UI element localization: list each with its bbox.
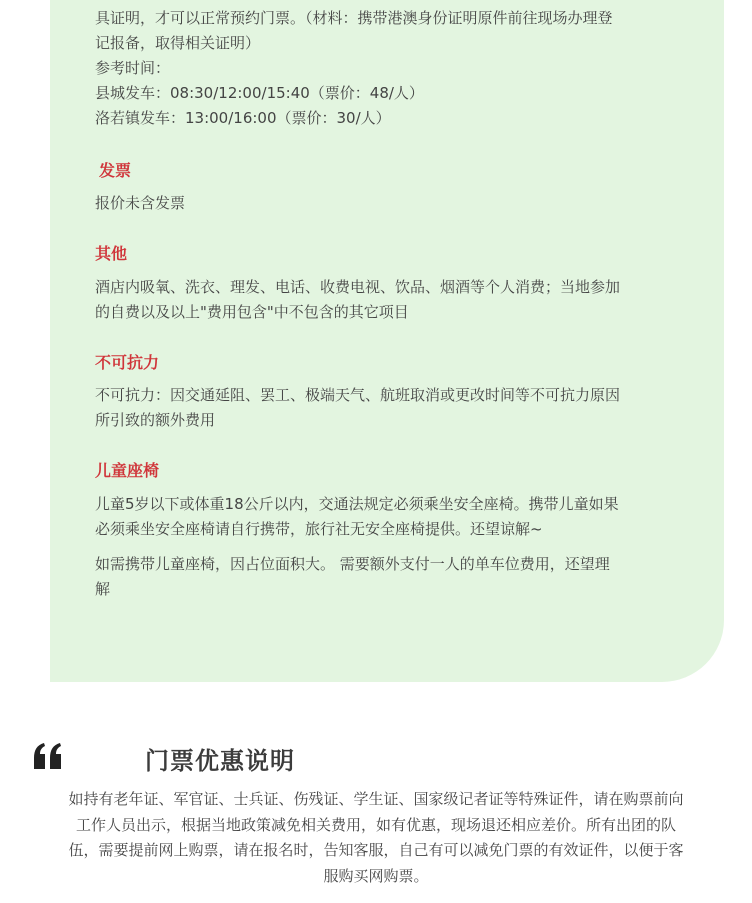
other-heading: 其他 <box>95 244 128 263</box>
child-seat-note: 解 <box>95 580 111 598</box>
force-majeure-text: 不可抗力：因交通延阻、罢工、极端天气、航班取消或更改时间等不可抗力原因 <box>95 386 621 404</box>
child-seat-heading: 儿童座椅 <box>95 461 160 480</box>
child-seat-note: 如需携带儿童座椅，因占位面积大。 需要额外支付一人的单车位费用，还望理 <box>95 555 610 573</box>
reference-time-label: 参考时间： <box>95 59 171 77</box>
invoice-heading: 发票 <box>99 161 132 180</box>
ticket-discount-line: 伍，需要提前网上购票，请在报名时，告知客服，自己有可以减免门票的有效证件，以便于客 <box>68 841 684 859</box>
transport-line: 具证明，才可以正常预约门票。（材料：携带港澳身份证明原件前往现场办理登 <box>95 9 613 27</box>
ticket-discount-line: 如持有老年证、军官证、士兵证、伤残证、学生证、国家级记者证等特殊证件，请在购票前向 <box>68 790 684 808</box>
transport-line: 记报备，取得相关证明） <box>95 34 261 52</box>
child-seat-text: 儿童5岁以下或体重18公斤以内，交通法规定必须乘坐安全座椅。携带儿童如果 <box>95 495 619 513</box>
county-departure-info: 县城发车：08:30/12:00/15:40（票价：48/人） <box>95 84 424 102</box>
other-text: 的自费以及以上"费用包含"中不包含的其它项目 <box>95 303 409 321</box>
quote-icon <box>32 742 64 770</box>
force-majeure-text: 所引致的额外费用 <box>95 411 216 429</box>
ticket-discount-body <box>30 787 722 889</box>
notes-content <box>95 6 685 602</box>
other-text: 酒店内吸氧、洗衣、理发、电话、收费电视、饮品、烟酒等个人消费；当地参加 <box>95 278 621 296</box>
ticket-discount-title: 门票优惠说明 <box>145 747 295 775</box>
child-seat-text: 必须乘坐安全座椅请自行携带，旅行社无安全座椅提供。还望谅解~ <box>95 520 543 538</box>
town-departure-info: 洛若镇发车：13:00/16:00（票价：30/人） <box>95 109 391 127</box>
ticket-discount-line: 服购买网购票。 <box>323 866 429 885</box>
force-majeure-heading: 不可抗力 <box>95 353 160 372</box>
invoice-text: 报价未含发票 <box>95 194 186 212</box>
ticket-discount-line: 工作人员出示，根据当地政策减免相关费用，如有优惠，现场退还相应差价。所有出团的队 <box>75 815 676 834</box>
